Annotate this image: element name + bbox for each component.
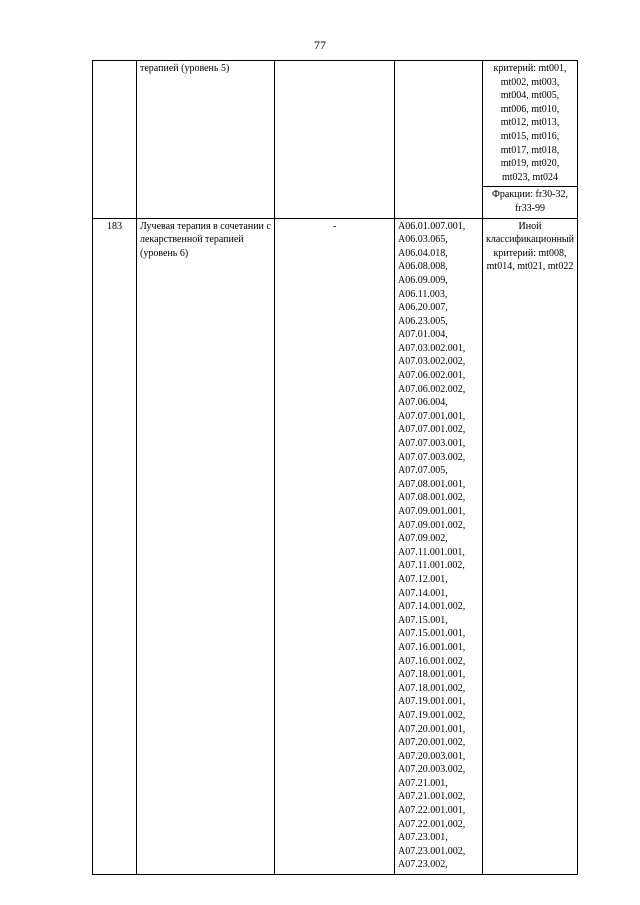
service-code: A07.22.001.002, xyxy=(398,818,466,830)
service-code: A06.11.003, xyxy=(398,288,448,300)
cell-codes xyxy=(395,61,483,219)
row-criteria: Иной классификационный критерий: mt008, mt014, mt021, mt022 xyxy=(483,218,578,875)
service-code: A07.08.001.001, xyxy=(398,478,466,490)
service-code: A07.23.002, xyxy=(398,859,448,871)
cell-col3 xyxy=(275,61,395,219)
cell-fractions xyxy=(483,187,578,218)
row-col3: - xyxy=(275,218,395,875)
service-code: A07.07.003.002, xyxy=(398,451,466,463)
service-code: A07.18.001.002, xyxy=(398,682,466,694)
service-code: A07.06.002.001, xyxy=(398,370,466,382)
service-code: A07.16.001.002, xyxy=(398,655,466,667)
service-code: A07.23.001.002, xyxy=(398,845,466,857)
service-code: A07.09.002, xyxy=(398,533,448,545)
continuation-name: терапией (уровень 5) xyxy=(140,63,230,74)
service-code: A07.20.001.001, xyxy=(398,723,466,735)
row-codes xyxy=(395,218,483,875)
service-code: A07.12.001, xyxy=(398,573,448,585)
service-code: A07.11.001.001, xyxy=(398,546,465,558)
continuation-criteria: критерий: mt001, mt002, mt003, mt004, mt005, mt006, mt010, mt012, mt013, mt015, mt016, mt017, mt018, mt019, mt020, mt023, mt024 xyxy=(493,63,567,183)
service-code: A07.09.001.002, xyxy=(398,519,466,531)
service-code: A06.01.007.001, xyxy=(398,220,466,232)
row-number: 183 xyxy=(93,218,137,875)
service-code: A07.06.004, xyxy=(398,397,448,409)
service-code: A07.07.003.001, xyxy=(398,438,466,450)
document-table xyxy=(92,60,578,875)
service-code: A07.03.002.001, xyxy=(398,342,466,354)
service-code: A07.18.001.001, xyxy=(398,669,466,681)
service-code: A07.08.001.002, xyxy=(398,492,466,504)
service-code: A07.23.001, xyxy=(398,832,448,844)
page-number: 77 xyxy=(314,38,326,52)
service-code: A07.20.003.002, xyxy=(398,764,466,776)
codes-list xyxy=(398,220,479,873)
service-code: A07.07.001.002, xyxy=(398,424,466,436)
service-code: A07.15.001.001, xyxy=(398,628,466,640)
service-code: A06.08.008, xyxy=(398,261,448,273)
service-code: A07.07.001.001, xyxy=(398,410,466,422)
cell-criteria xyxy=(483,61,578,187)
service-code: A07.07.005, xyxy=(398,465,448,477)
row-name: Лучевая терапия в сочетании с лекарственной терапией (уровень 6) xyxy=(137,218,275,875)
service-code: A07.14.001.002, xyxy=(398,601,466,613)
service-code: A06.03.065, xyxy=(398,234,448,246)
service-code: A06.23.005, xyxy=(398,315,448,327)
service-code: A07.11.001.002, xyxy=(398,560,465,572)
service-code: A07.15.001, xyxy=(398,614,448,626)
cell-number xyxy=(93,61,137,219)
service-code: A07.20.003.001, xyxy=(398,750,466,762)
service-code: A07.16.001.001, xyxy=(398,641,466,653)
service-code: A07.14.001, xyxy=(398,587,448,599)
table-row xyxy=(93,218,578,875)
service-code: A06.09.009, xyxy=(398,274,448,286)
service-code: A07.19.001.002, xyxy=(398,709,466,721)
table-row xyxy=(93,61,578,187)
service-code: A07.21.001.002, xyxy=(398,791,466,803)
service-code: A07.06.002.002, xyxy=(398,383,466,395)
service-code: A07.19.001.001, xyxy=(398,696,466,708)
continuation-fractions: Фракции: fr30-32, fr33-99 xyxy=(491,189,569,214)
service-code: A06.04.018, xyxy=(398,247,448,259)
service-code: A07.03.002.002, xyxy=(398,356,466,368)
service-code: A07.21.001, xyxy=(398,777,448,789)
service-code: A07.01.004, xyxy=(398,329,448,341)
service-code: A06.20.007, xyxy=(398,302,448,314)
cell-name xyxy=(137,61,275,219)
service-code: A07.22.001.001, xyxy=(398,805,466,817)
service-code: A07.09.001.001, xyxy=(398,506,466,517)
service-code: A07.20.001.002, xyxy=(398,737,466,749)
